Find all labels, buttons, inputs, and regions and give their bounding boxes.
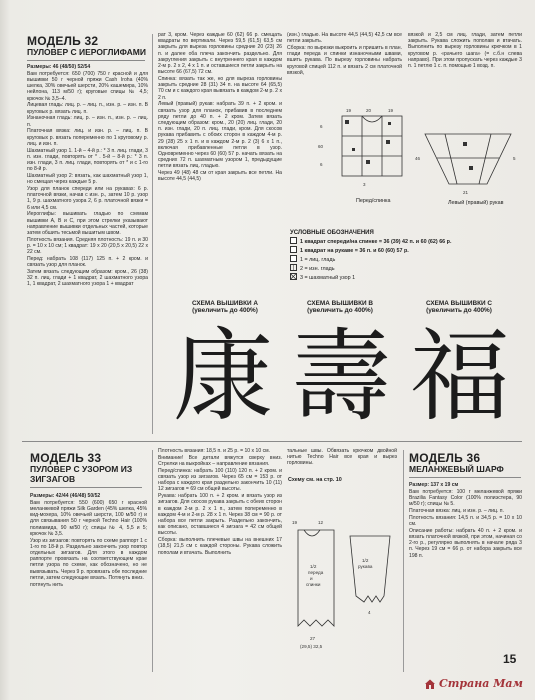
divider <box>30 487 142 488</box>
model-33-column-3 <box>287 448 397 467</box>
svg-text:19: 19 <box>388 108 394 113</box>
svg-text:20: 20 <box>366 108 372 113</box>
blank-square-icon <box>290 255 297 262</box>
legend-item: 1 квадрат на рукаве = 36 п. и 60 (60) 57 р. <box>290 246 522 255</box>
paragraph: Узор из зигзагов: повторять по схеме раппорт 1 с 1-го по 18-й р. Раздельно закончить узор повтор отдельных зигзагов. Для этого в каждом раппорте провязать на соответствующем крае петли узора по схеме, как обозначено, но не вывязывать. Через 9 р. провязать обе последние петли, затем следующие вязать. Потянуть вниз. <box>30 537 147 581</box>
paragraph: Левый (правый) рукав: набрать 39 п. + 2 кром. и связать узор для планок, прибавив в последнем ряду петли до 40 п. + 2 кром. Затем вязать следующим образом: кром., 20 (20) лиц. глади, 20 п. изн. глади, 20 п. лиц. глади, кром. Для скосов рукава прибавить с обоих сторон в каждом 4-м р. 29 (28) 25 х 1 п. и в каждом 2-м р. 2 (3) 6 х 1 п., включая прибавленные петли в узор. Одновременно через 60 (60) 57 р. начать вязать на средних 72 п. шахматным узором 1, предыдущие петли вязать лиц. гладью. <box>158 101 282 170</box>
svg-text:3: 3 <box>363 182 366 187</box>
svg-text:(29,5) 32,5: (29,5) 32,5 <box>300 644 323 649</box>
paragraph: Плотность вязания: 18,5 п. и 25 р. = 10 х 10 см. <box>158 448 271 454</box>
model-32-title: МОДЕЛЬ 32 <box>27 34 99 48</box>
legend-item: 3 = шахматный узор 1 <box>290 273 522 282</box>
paragraph: потянуть нить <box>30 581 63 588</box>
svg-text:6: 6 <box>320 162 323 167</box>
scheme-a-glyph: 康 <box>173 318 273 435</box>
svg-text:5: 5 <box>513 156 516 161</box>
paragraph: Внимание! Все детали вяжутся сверху вниз. Стрелки на выкройках – направление вязания. <box>158 454 282 467</box>
column-divider <box>152 34 153 434</box>
square-icon <box>290 246 297 253</box>
svg-text:1/2: 1/2 <box>310 564 317 569</box>
watermark-text: Страна Мам <box>439 676 523 690</box>
paragraph: Спинка: вязать так же, но для выреза горловины закрыть средние 28 (31) 34 п. на высоте 64 (65,5) 70 см и с каждого края вывязать в каждом 2-м р. 2 х 2 п. <box>158 76 282 101</box>
scheme-c-glyph: 福 <box>410 318 510 435</box>
divider <box>27 60 145 61</box>
column-divider <box>403 450 404 672</box>
paragraph: Плотность вязания: 14,5 п. и 34,5 р. = 10 х 10 см. <box>409 514 522 527</box>
front-back-label: Перед/спинка <box>356 198 391 204</box>
column-divider <box>152 450 153 672</box>
paragraph: Лицевая гладь: лиц. р. – лиц. п., изн. р. – изн. п. В круговых р. вязать лиц. п. <box>27 102 148 115</box>
schema-reference: Схему см. на стр. 10 <box>288 477 342 483</box>
paragraph: Плотность вязания. Средняя плотность: 19 п. и 30 р. = 10 х 10 см; 1 квадрат: 19 х 20 (20,5 х 20,5) 22 х 22 см. <box>27 236 148 256</box>
model-36-title: МОДЕЛЬ 36 <box>409 451 481 465</box>
legend-item: 1 = лиц. гладь <box>290 255 522 264</box>
paragraph: Платочная вязка: лиц. и изн. р. – лиц. п. <box>409 508 504 514</box>
svg-text:и: и <box>310 576 313 581</box>
model-33-title: МОДЕЛЬ 33 <box>30 451 102 465</box>
scheme-a-title: СХЕМА ВЫШИВКИ А (увеличить до 400%) <box>192 300 258 314</box>
paragraph: Размеры: 42/44 (46/48) 50/52 <box>30 493 101 499</box>
paragraph: Сборка: выполнить плечевые швы на внешних 17 (18,5) 21,5 см с каждой стороны. Рукава сложить пополам и втачать. Выполнить <box>158 537 282 556</box>
paragraph: Узор для планок спереди или на рукавах: 6 р. платочной вязки, начав с изн. р., затем 10 р. узор 1, 9 р. шахматного узора 2, 6 р. платочной вязки = 6 или 4,5 см. <box>27 186 148 211</box>
legend-title: УСЛОВНЫЕ ОБОЗНАЧЕНИЯ <box>290 230 374 236</box>
paragraph: Вам потребуется: 100 г меланжевой пряжи Brazilia Fantasy Color (100% полиэстера, 90 м/50 г); спицы № 5. <box>409 488 522 508</box>
model-33-schematic <box>290 516 400 666</box>
section-divider <box>22 441 522 442</box>
paragraph: Вам потребуется: 550 (600) 650 г красной меланжевой пряжи Silk Garden (45% шелка, 45% кид-мохера, 10% овечьей шерсти, 100 м/50 г) и для связывания 50 г черной Techno Hair (100% полиамида, 90 м/50 г); спицы № 4, 5,5 и 5; крючок № 3,5. <box>30 499 147 537</box>
scheme-b-title: СХЕМА ВЫШИВКИ В (увеличить до 400%) <box>307 300 373 314</box>
paragraph: Вам потребуется: 650 (700) 750 г красной и для вышивки 50 г черной пряжи Cash Iroha (40% шелка, 30% овечьей шерсти, 20% кашемира, 10% нейлона, 113 м/50 г); круговые спицы № 4,5; крючок № 3,5–4. <box>27 70 148 102</box>
paragraph: рат 3, кром. Через каждые 60 (62) 66 р. смещать квадраты по вертикали. Через 59,5 (61,5) 63,5 см закрыть для выреза горловины средние 20 (23) 26 п. и далее оба плеча закончить раздельно. Для закругления закрыть с внутреннего края в каждом 2-м р. 2 х 2, 4 х 1 п. и оставшиеся петли закрыть на высоте 66 (67,5) 72 см. <box>158 32 282 76</box>
paragraph: Размер: 137 х 19 см <box>409 482 459 488</box>
svg-text:6: 6 <box>320 124 323 129</box>
svg-text:рукава: рукава <box>358 564 373 569</box>
sleeve-label: Левый (правый) рукав <box>448 200 504 206</box>
paragraph: вязкой и 2,5 см лиц. глади, затем петли закрыть. Рукава сложить пополам и втачать. Выполнить по вырезу горловины крючком в 1 круговом р. «рачьего шага» (= с.б.н слева направо). При этом пропускать через каждые 3 п. 1 петлю 1 с. п. помощью 1 возд. п. <box>408 32 522 70</box>
svg-text:46: 46 <box>415 156 421 161</box>
legend-item: 2 = изн. гладь <box>290 264 522 273</box>
paragraph: Шахматный узор 2: вязать, как шахматный узор 1, но смещая через каждые 5 р. <box>27 173 148 186</box>
svg-text:переда: переда <box>308 570 324 575</box>
square-icon <box>290 237 297 244</box>
scheme-b-glyph: 壽 <box>291 318 391 435</box>
model-32-column-1 <box>27 64 148 288</box>
paragraph: Сборка: по вырезки выкроить и пришить в план. глади переда и спинки изнаночными швами, вшить рукава. По вырезу горловины набрать круговой спицей 112 п. и вязать 2 см платочной вязкой, <box>287 45 402 76</box>
paragraph: Затем вязать следующим образом: кром., 26 (38) 32 п. лиц. глади + 1 квадрат, 2 шахматного узора 1, 1 квадрат, 2 шахматного узора 1 + квадрат <box>27 269 148 288</box>
paragraph: Изнаночная гладь: лиц. р. – изн. п., изн. р. – лиц. п. <box>27 115 148 128</box>
front-back-schematic <box>318 104 410 194</box>
paragraph: Платочная вязка: лиц. и изн. р. – лиц. п. В круговых р. вязать попеременно по 1 круговому р. лиц. и изн. п. <box>27 128 148 147</box>
paragraph: Иероглифы: вышивать гладью по схемам вышивки А, В и С, при этом стрелки указывают направление вышивки отдельных частей, которые затем обшить тесьмой вышитым швом. <box>27 211 148 237</box>
model-32-subtitle: ПУЛОВЕР С ИЕРОГЛИФАМИ <box>27 47 146 57</box>
page-number: 15 <box>503 652 517 666</box>
legend <box>290 230 522 282</box>
svg-text:1/2: 1/2 <box>362 558 369 563</box>
paragraph: Шахматный узор 1. 1-й – 4-й р.: * 3 п. лиц. глади, 3 п. изн. глади, повторять от * . 5-й – 8-й р.: * 3 п. изн. глади, 3 п. лиц. глади, повторять от * и с 1-го по 8-й р. <box>27 147 148 173</box>
svg-text:27: 27 <box>310 636 316 641</box>
paragraph: Рукава: набрать 100 п. + 2 кром. и вязать узор из зигзагов. Для скосов рукава закрыть с обеих сторон в каждом 2-м р. 2 х 1 п., затем попеременно в каждом 4-м и 2-м р. 28 х 1 п. Через 38 см = 90 р. от набора все петли закрыть. Раздельно закончить, как описано, оставшиеся 4 зигзага = 42 см общей высоты. <box>158 493 282 537</box>
svg-text:21: 21 <box>463 190 469 195</box>
divider <box>409 477 521 478</box>
paragraph: Перед: набрать 108 (117) 125 п. + 2 кром. и связать узор для планок. <box>27 256 148 269</box>
paragraph: Размеры: 46 (48/50) 52/54 <box>27 64 91 70</box>
legend-item: 1 квадрат спереди/на спинке = 36 (39) 42 п. и 60 (62) 66 р. <box>290 237 522 246</box>
paragraph: Через 49 (48) 48 см от края закрыть все петли. На высоте 44,5 (44,5) <box>158 170 282 183</box>
house-icon <box>424 677 436 689</box>
checker-square-icon <box>290 273 297 280</box>
paragraph: тальные швы. Обвязать крючком двойной нитью Techno Hair все края и вырез горловины. <box>287 448 397 467</box>
model-36-subtitle: МЕЛАНЖЕВЫЙ ШАРФ <box>409 464 504 474</box>
scheme-c-title: СХЕМА ВЫШИВКИ С (увеличить до 400%) <box>426 300 492 314</box>
svg-text:19: 19 <box>346 108 352 113</box>
model-33-column-1 <box>30 493 147 588</box>
paragraph: Описание работы: набрать 40 п. + 2 кром. и вязать платочной вязкой, при этом, начиная со 2-го р., регулярно выполнять в начале ряда 3 п. Через 19 см = 66 р. от набора закрыть все 198 п. <box>409 527 522 559</box>
sleeve-schematic <box>415 128 523 200</box>
model-33-column-2 <box>158 448 282 556</box>
model-32-column-3 <box>287 32 402 77</box>
model-36-column <box>409 482 522 559</box>
model-32-column-4 <box>408 32 522 70</box>
model-33-subtitle: ПУЛОВЕР С УЗОРОМ ИЗ ЗИГЗАГОВ <box>30 464 133 484</box>
dash-square-icon <box>290 264 297 271</box>
svg-text:4: 4 <box>368 610 371 615</box>
svg-text:12: 12 <box>318 520 324 525</box>
svg-text:спинки: спинки <box>306 582 321 587</box>
watermark <box>424 674 523 692</box>
model-32-column-2 <box>158 32 282 183</box>
paragraph: (изн.) гладью. На высоте 44,5 (44,5) 42,5 см все петли закрыть. <box>287 32 402 45</box>
svg-text:60: 60 <box>318 144 324 149</box>
svg-text:19: 19 <box>292 520 298 525</box>
paragraph: Перед/спинка: набрать 100 (110) 120 п. + 2 кром. и связать узор из зигзагов. Через 65 см = 153 р. от набора с каждого края раздельно закончить 10 (11) 12 зигзагов = 69 см общей высоты. <box>158 467 282 493</box>
